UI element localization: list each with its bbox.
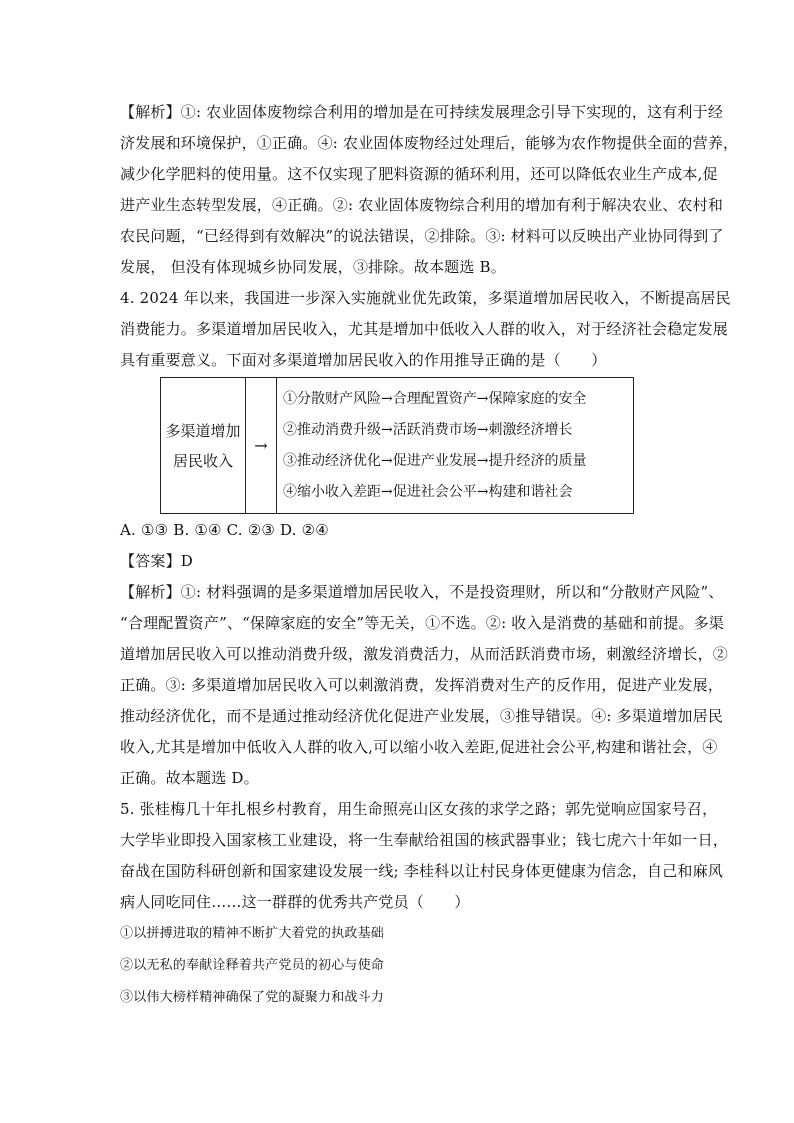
diagram-source-text: 多渠道增 [165, 421, 226, 440]
q5-option: ②以无私的奉献诠释着共产党员的初心与使命 [120, 958, 385, 973]
q3-analysis-line: 【解析】①: 农业固体废物综合利用的增加是在可持续发展理念引导下实现的，这有利于经 [120, 103, 724, 121]
q3-analysis-line: 农民问题，“已经得到有效解决”的说法错误，②排除。③: 材料可以反映出产业协同得到了 [120, 227, 724, 245]
diagram-option: ①分散财产风险→合理配置资产→保障家庭的安全 [283, 390, 587, 407]
q3-analysis-line: 减少化学肥料的使用量。这不仅实现了肥料资源的循环利用，还可以降低农业生产成本,促 [120, 165, 718, 183]
q5-stem-line: 大学毕业即投入国家核工业建设，将一生奉献给祖国的核武器事业；钱七虎六十年如一日， [120, 831, 729, 849]
q4-analysis-line: “合理配置资产”、“保障家庭的安全”等无关，①不选。②: 收入是消费的基础和前提。多渠 [120, 614, 725, 632]
q3-analysis-line: 进产业生态转型发展，④正确。②: 农业固体废物综合利用的增加有利于解决农业、农村和 [120, 196, 724, 214]
diagram-source-text: 居民收入 [172, 451, 233, 470]
diagram-option: ③推动经济优化→促进产业发展→提升经济的质量 [283, 452, 587, 469]
q4-analysis-line: 收入,尤其是增加中低收入人群的收入,可以缩小收入差距,促进社会公平,构建和谐社会，④ [120, 738, 718, 756]
q5-stem-line: 病人同吃同住……这一群群的优秀共产党员（ ） [120, 893, 470, 911]
q4-stem-line: 4. 2024 年以来，我国进一步深入实施就业优先政策，多渠道增加居民收入，不断提高居民 [120, 289, 731, 307]
q5-stem-line: 奋战在国防科研创新和国家建设发展一线; 李桂科以让村民身体更健康为信念，自己和麻风 [120, 862, 724, 880]
q4-stem-line: 消费能力。多渠道增加居民收入，尤其是增加中低收入人群的收入，对于经济社会稳定发展 [120, 320, 729, 338]
diagram-option: ④缩小收入差距→促进社会公平→构建和谐社会 [283, 483, 573, 500]
q4-analysis-line: 道增加居民收入可以推动消费升级，激发消费活力，从而活跃消费市场，刺激经济增长，② [120, 645, 729, 663]
q4-answer: 【答案】D [120, 552, 194, 570]
q4-analysis-line: 正确。故本题选 D。 [120, 769, 259, 787]
q3-analysis-line: 发展， 但没有体现城乡协同发展，③排除。故本题选 B。 [120, 258, 506, 276]
q4-options: A. ①③ B. ①④ C. ②③ D. ②④ [120, 521, 329, 539]
q5-stem-line: 5. 张桂梅几十年扎根乡村教育，用生命照亮山区女孩的求学之路；郭先觉响应国家号召， [120, 800, 718, 818]
q3-analysis-line: 济发展和环境保护，①正确。④: 农业固体废物经过处理后，能够为农作物提供全面的营养， [120, 134, 739, 152]
q4-analysis-line: 正确。③: 多渠道增加居民收入可以刺激消费，发挥消费对生产的反作用，促进产业发展， [120, 676, 724, 694]
q4-analysis-line: 【解析】①: 材料强调的是多渠道增加居民收入，不是投资理财，所以和“分散财产风险”、 [120, 583, 724, 601]
q5-option: ③以伟大榜样精神确保了党的凝聚力和战斗力 [120, 990, 385, 1005]
diagram-option: ②推动消费升级→活跃消费市场→刺激经济增长 [283, 421, 573, 438]
diagram-source-cell [161, 378, 246, 514]
diagram-arrow: → [246, 378, 277, 514]
derivation-diagram [160, 377, 634, 514]
diagram-source-text: 加 [225, 421, 241, 440]
q5-option: ①以拼搏进取的精神不断扩大着党的执政基础 [120, 926, 385, 941]
q4-analysis-line: 推动经济优化，而不是通过推动经济优化促进产业发展，③推导错误。④: 多渠道增加居民 [120, 707, 724, 725]
q4-stem-line: 具有重要意义。下面对多渠道增加居民收入的作用推导正确的是（ ） [120, 351, 607, 369]
diagram-options-cell [277, 378, 634, 514]
